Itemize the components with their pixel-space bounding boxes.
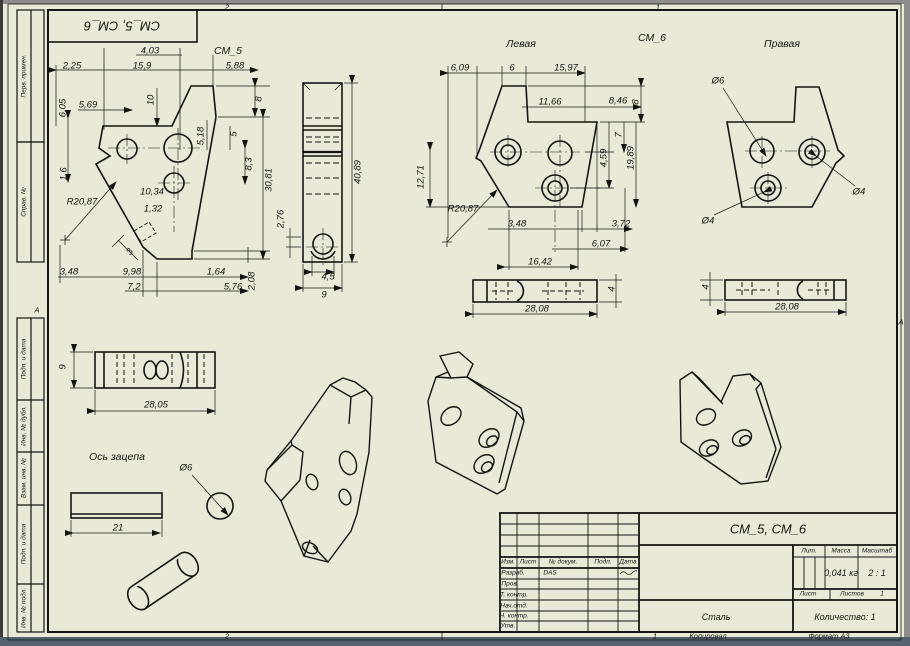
dim: R20,87: [66, 196, 98, 208]
dim: 15,9: [132, 60, 152, 72]
view-front-centerlines: [108, 128, 200, 232]
strip-right-hidden: [736, 282, 830, 298]
tb-developer: DAS: [543, 569, 557, 577]
dim: 1,6: [58, 167, 70, 181]
tb-col-podp: Подп.: [594, 558, 612, 566]
view-side-dimlines: [286, 83, 358, 292]
dim: 10: [145, 94, 157, 106]
iso-plate-right: [680, 372, 781, 484]
copied-label: Копировал: [689, 631, 727, 641]
col-podp-data-1: Подп. и дата: [20, 338, 28, 380]
dim: 4,59: [598, 148, 610, 168]
dim: 7: [613, 132, 625, 138]
dim: 9: [321, 289, 327, 301]
dim: 2,76: [275, 209, 287, 229]
dim: 8,3: [243, 157, 255, 171]
callout-d4-left: Ø4: [701, 215, 715, 227]
tb-row-nachotd: Нач.отд.: [500, 602, 528, 610]
dim: 3: [124, 246, 136, 258]
dim: 5,69: [78, 99, 98, 111]
tb-quantity: Количество: 1: [814, 612, 876, 622]
dim: 6: [509, 62, 515, 74]
tb-col-list: Лист: [519, 558, 537, 566]
zone-top-left: 2: [224, 2, 230, 12]
dim: 8,46: [608, 95, 628, 107]
titleblock-title: СМ_5, СМ_6: [729, 521, 807, 537]
axle-outline: [71, 493, 233, 519]
dim: 2,08: [246, 271, 258, 291]
dim: 5,76: [223, 281, 243, 293]
dim: 12,71: [415, 165, 427, 189]
dim: R20,87: [447, 203, 479, 215]
view-right-outline: [727, 87, 844, 207]
tb-sheets-value: 1: [880, 590, 884, 598]
tb-col-izm: Изм.: [501, 558, 515, 566]
view-front-chamfer-detail: [134, 222, 156, 242]
dim: 16,42: [528, 256, 552, 268]
tb-mass-label: Масса: [831, 547, 851, 555]
zone-top-right: 1: [655, 2, 661, 12]
dim: 4: [700, 284, 712, 290]
col-sprav-no: Справ. №: [20, 187, 28, 217]
tb-row-utv: Утв.: [500, 622, 516, 630]
dim: 4,5: [321, 271, 335, 283]
strip-left-hidden: [492, 282, 584, 300]
callout-d6: Ø6: [711, 75, 725, 87]
view-side-outline: [303, 83, 342, 262]
tb-row-tkontr: Т. контр.: [499, 591, 529, 599]
fold-marker-left: А: [34, 305, 40, 315]
tb-scale-value: 2 : 1: [868, 568, 886, 578]
strip-side-hidden: [117, 354, 204, 386]
date-scribble: [620, 571, 637, 575]
tb-row-prov: Пров.: [501, 580, 519, 588]
dim: 10,34: [140, 186, 164, 198]
tb-sheets-label: Листов: [840, 590, 864, 598]
tb-sheet-label: Лист: [799, 590, 817, 598]
view-side-centerlines: [306, 228, 340, 266]
dim: 5,88: [225, 60, 245, 72]
dim: 8: [253, 96, 265, 102]
tb-col-data: Дата: [619, 558, 637, 566]
dim: 28,08: [775, 301, 799, 313]
dim: 28,08: [525, 303, 549, 315]
col-podp-data-2: Подп. и дата: [20, 523, 28, 565]
strip-side-outline: [95, 352, 215, 388]
dim: 21: [112, 522, 124, 534]
dim: 3,48: [507, 218, 527, 230]
fold-marker-right: А: [898, 317, 904, 327]
format-label: Формат А3: [808, 631, 850, 641]
tb-row-nkontr: Н. контр.: [499, 612, 529, 620]
dim: 1,64: [206, 266, 226, 278]
col-inv-podl: Инв. № подл.: [20, 587, 28, 629]
dim: 15,97: [554, 62, 578, 74]
view-label-right: Правая: [764, 38, 800, 50]
callout-d4-right: Ø4: [852, 186, 866, 198]
iso-bracket: [265, 378, 372, 562]
iso-cylinder: [123, 548, 202, 613]
corner-stamp-title: СМ_5, СМ_6: [83, 18, 161, 34]
dim: 7,2: [127, 281, 141, 293]
tb-mass-value: 0,041 кг: [824, 568, 858, 578]
strip-side-dimlines: [70, 352, 215, 415]
view-left-centerlines: [490, 135, 600, 252]
dim: 40,89: [352, 160, 364, 184]
dim: Ø6: [179, 462, 193, 474]
dim: 5: [228, 131, 240, 137]
dim: 2,25: [62, 60, 82, 72]
dim: 6,05: [57, 98, 69, 118]
dim: 9: [57, 364, 69, 370]
tb-material: Сталь: [701, 612, 731, 622]
dim: 3,48: [59, 266, 79, 278]
iso-plate-left: [428, 352, 524, 494]
dim: 11,66: [538, 96, 562, 108]
tb-col-ndokum: № докум.: [548, 558, 578, 566]
view-label-axle: Ось зацепа: [89, 451, 145, 463]
dim: 19,89: [625, 146, 637, 170]
zone-bottom-left: 2: [224, 631, 230, 641]
dim: 3,72: [611, 218, 631, 230]
view-label-sm6: СМ_6: [638, 32, 666, 44]
view-label-sm5: СМ_5: [214, 45, 242, 57]
dim: 6,09: [450, 62, 470, 74]
dim: 30,81: [263, 168, 275, 192]
view-left-outline: [476, 86, 597, 207]
dim: 1,32: [143, 203, 163, 215]
dim: 4: [606, 286, 618, 292]
dim: 28,05: [144, 399, 168, 411]
dim: 5,18: [195, 126, 207, 146]
col-vzam-inv: Взам. инв. №: [20, 457, 28, 499]
tb-row-razrab: Разраб.: [501, 569, 525, 577]
view-right-leaders: [714, 88, 855, 215]
dim: 9,98: [122, 266, 142, 278]
dim: 4,03: [140, 45, 160, 57]
tb-scale-label: Масштаб: [861, 547, 893, 555]
zone-bottom-right: 1: [652, 631, 658, 641]
dim: 6,07: [591, 238, 611, 250]
strip-right-dimlines: [700, 272, 846, 316]
col-perv-primen: Перв. примен.: [20, 54, 28, 98]
col-inv-dubl: Инв. № дубл.: [20, 406, 28, 446]
dim: 8: [630, 99, 642, 105]
main-frame: [48, 10, 897, 632]
axle-dimlines: [71, 475, 228, 537]
tb-lit-label: Лит.: [801, 547, 817, 555]
view-label-left: Левая: [506, 38, 536, 50]
